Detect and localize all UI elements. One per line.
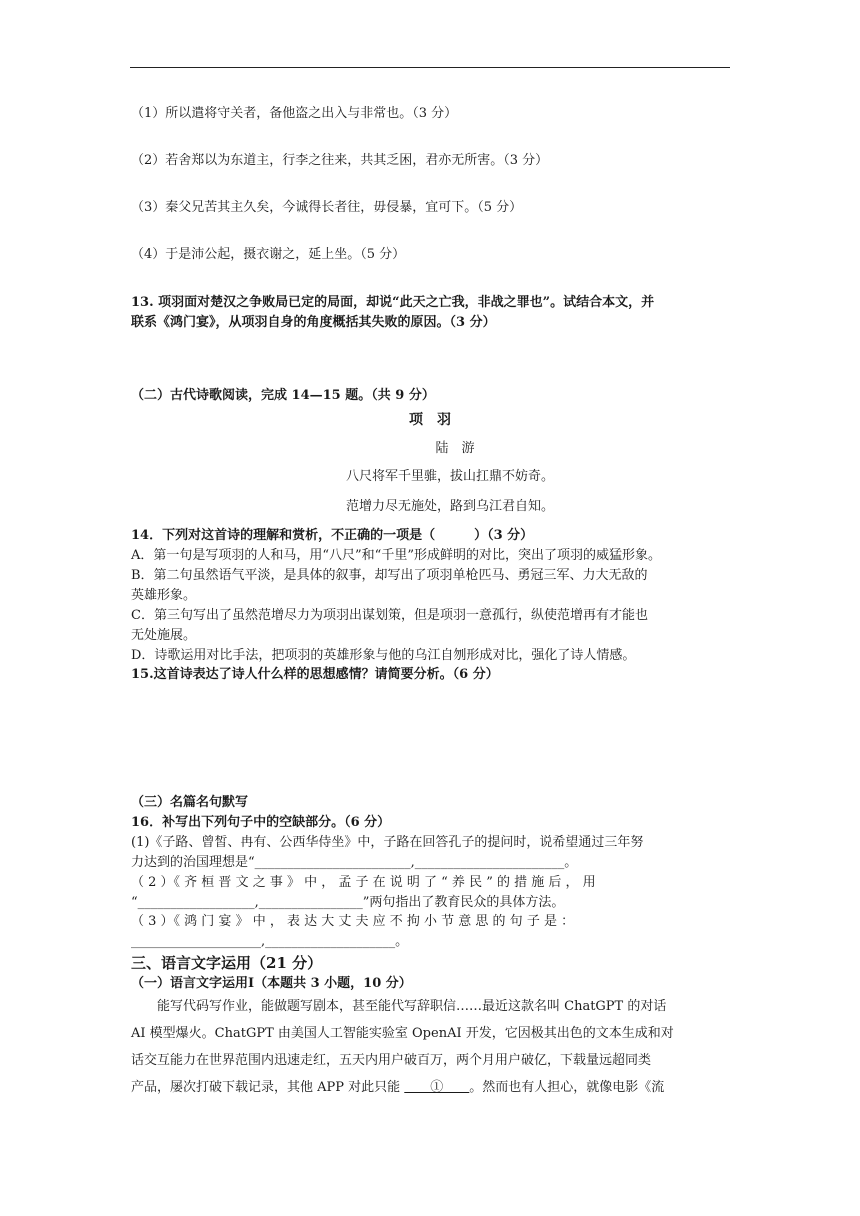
passage-line-3: 话交互能力在世界范围内迅速走红，五天内用户破百万，两个月用户破亿，下载量远超同类	[131, 1053, 652, 1068]
question-12-3: （3）秦父兄苦其主久矣，今诚得长者往，毋侵暴，宜可下。（5 分）	[131, 200, 523, 215]
passage-line-1: 能写代码写作业，能做题写剧本，甚至能代写辞职信……最近这款名叫 ChatGPT 的对话	[131, 999, 667, 1014]
section-3-heading: （三）名篇名句默写	[131, 795, 249, 810]
passage-line-2: AI 模型爆火。ChatGPT 由美国人工智能实验室 OpenAI 开发，它因极其出色的文本生成和对	[131, 1026, 674, 1041]
section-2-heading: （二）古代诗歌阅读，完成 14—15 题。（共 9 分）	[131, 388, 435, 403]
part-3-heading: 三、语言文字运用（21 分）	[131, 954, 323, 972]
q16-item2-line1: （ 2 ）《 齐 桓 晋 文 之 事 》 中 ， 孟 子 在 说 明 了 “ 养 民 ” 的 措 施 后 ， 用	[131, 875, 596, 890]
question-14-option-b-line2: 英雄形象。	[131, 588, 197, 603]
question-12-1: （1）所以遣将守关者，备他盗之出入与非常也。（3 分）	[131, 106, 458, 121]
q16-item3-line1: （ 3 ）《 鸿 门 宴 》 中 ， 表 达 大 丈 夫 应 不 拘 小 节 意 思 的 句 子 是 ：	[131, 914, 575, 929]
part-3-subheading: （一）语言文字运用Ⅰ（本题共 3 小题，10 分）	[131, 976, 412, 991]
q16-item1-line1: (1)《子路、曾皙、冉有、公西华侍坐》中，子路在回答孔子的提问时，说希望通过三年努	[131, 835, 644, 850]
question-12-4: （4）于是沛公起，摄衣谢之，延上坐。（5 分）	[131, 247, 406, 262]
question-14-option-d: D．诗歌运用对比手法，把项羽的英雄形象与他的乌江自刎形成对比，强化了诗人情感。	[131, 648, 636, 663]
question-14-stem: 14．下列对这首诗的理解和赏析，不正确的一项是（ ）（3 分）	[131, 528, 534, 543]
q16-item1-line2: 力达到的治国理想是“________________________,_______________________。	[131, 855, 578, 870]
poem-title: 项 羽	[409, 412, 451, 428]
passage-line-4-start: 产品，屡次打破下载记录，其他 APP 对此只能	[131, 1080, 405, 1095]
passage-line-4-end: 。然而也有人担心，就像电影《流	[469, 1080, 665, 1095]
question-14-option-c-line2: 无处施展。	[131, 628, 197, 643]
question-14-option-c-line1: C．第三句写出了虽然范增尽力为项羽出谋划策，但是项羽一意孤行，纵使范增再有才能也	[131, 608, 648, 623]
fill-blank-1: ①	[404, 1080, 470, 1095]
poem-line-2: 范增力尽无施处，路到乌江君自知。	[345, 499, 554, 514]
q16-item2-line2: “__________________,________________”两句指出了教育民众的具体方法。	[131, 895, 565, 910]
q16-item3-line2: ____________________,____________________。	[131, 934, 409, 949]
question-12-2: （2）若舍郑以为东道主，行李之往来，共其乏困，君亦无所害。（3 分）	[131, 153, 549, 168]
question-13-line1: 13. 项羽面对楚汉之争败局已定的局面，却说“此天之亡我，非战之罪也”。试结合本文，并	[131, 295, 655, 310]
poem-line-1: 八尺将军千里骓，拔山扛鼎不妨奇。	[345, 469, 554, 484]
poem-author: 陆 游	[435, 441, 475, 456]
question-15: 15.这首诗表达了诗人什么样的思想感情？请简要分析。（6 分）	[131, 667, 499, 682]
question-14-option-b-line1: B．第二句虽然语气平淡，是具体的叙事，却写出了项羽单枪匹马、勇冠三军、力大无敌的	[131, 568, 648, 583]
question-13-line2: 联系《鸿门宴》，从项羽自身的角度概括其失败的原因。（3 分）	[131, 315, 496, 330]
question-16: 16．补写出下列句子中的空缺部分。（6 分）	[131, 815, 391, 830]
passage-line-4	[131, 1077, 731, 1099]
question-14-option-a: A．第一句是写项羽的人和马，用“八尺”和“千里”形成鲜明的对比，突出了项羽的威猛形象。	[131, 548, 661, 563]
header-rule	[130, 67, 730, 68]
